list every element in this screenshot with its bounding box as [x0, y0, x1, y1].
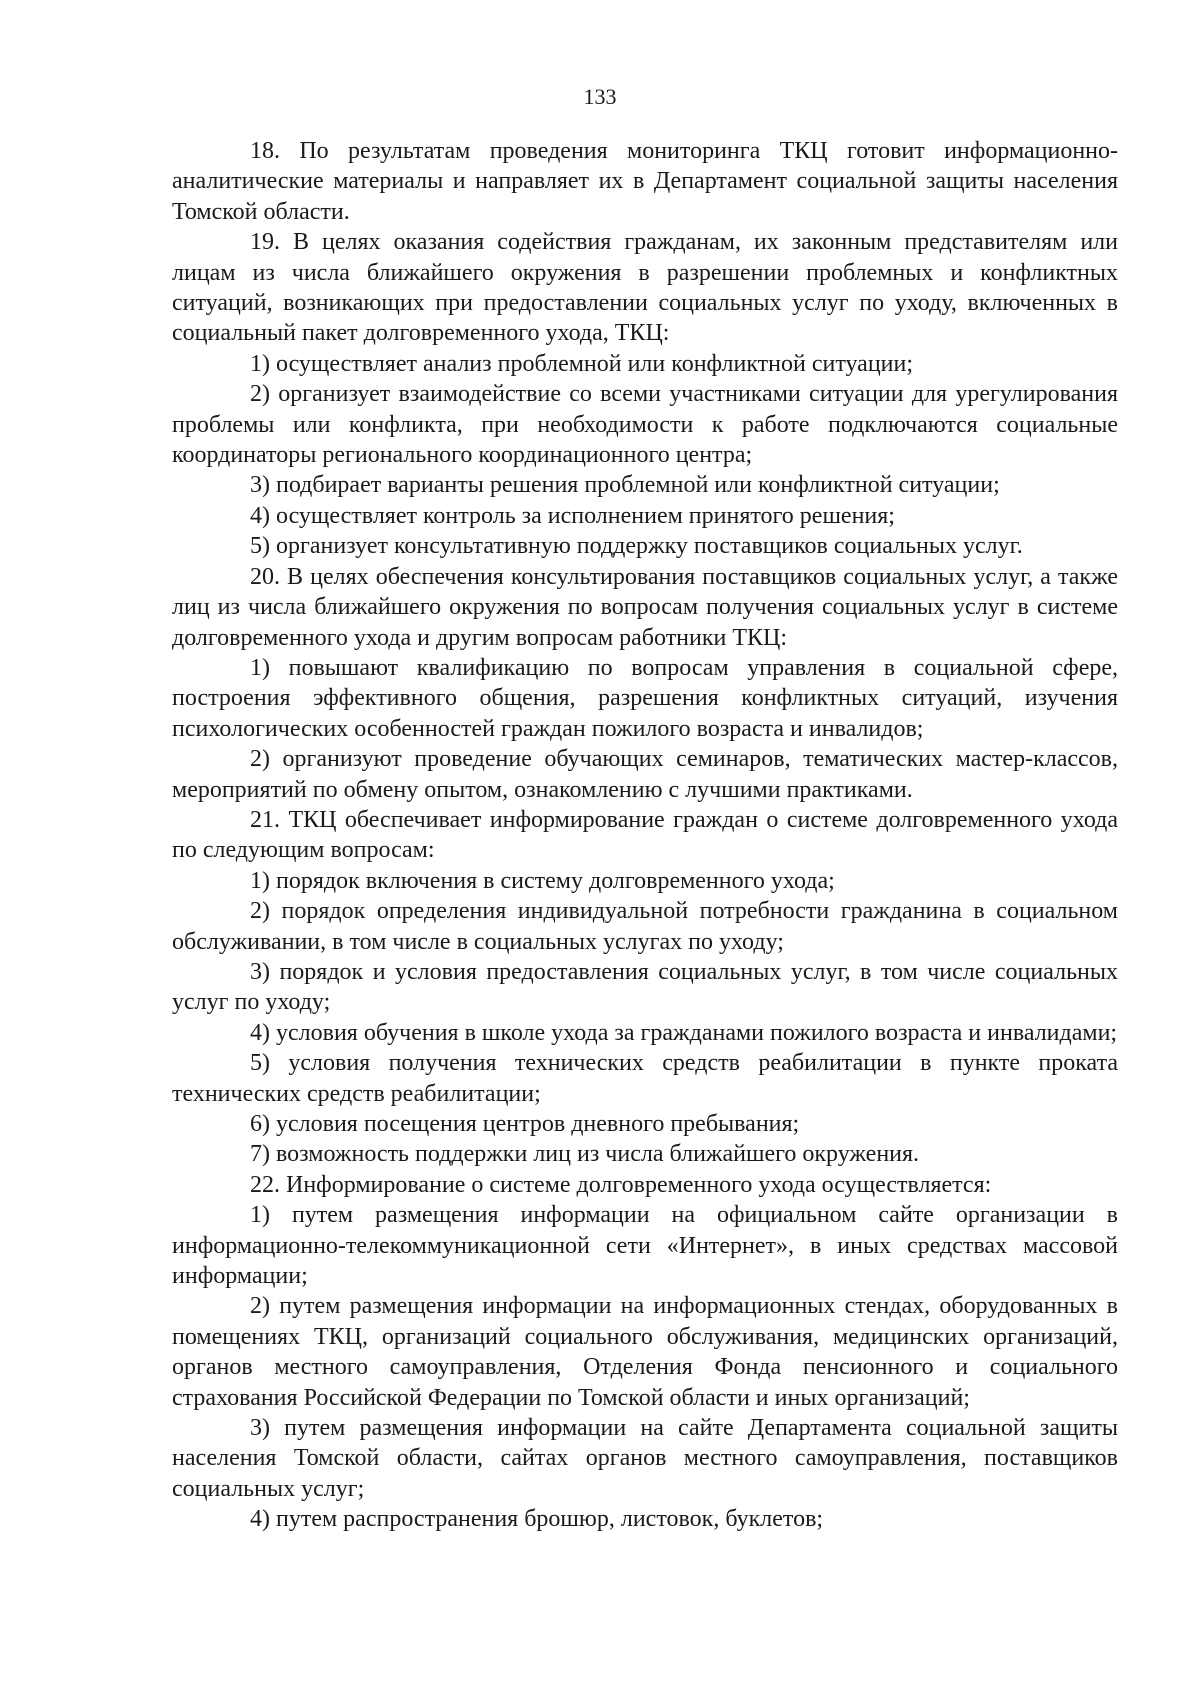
list-item: 3) путем размещения информации на сайте Департамента социальной защиты населения Томской области, сайтах органов местного самоуправления, поставщиков социальных услуг;	[172, 1415, 1118, 1502]
list-item: 2) организуют проведение обучающих семинаров, тематических мастер-классов, мероприятий по обмену опытом, ознакомлению с лучшими практиками.	[172, 746, 1118, 803]
list-item: 6) условия посещения центров дневного пребывания;	[250, 1111, 800, 1137]
page-number: 133	[583, 84, 617, 109]
list-item: 2) организует взаимодействие со всеми участниками ситуации для урегулирования проблемы или конфликта, при необходимости к работе подключаются социальные координаторы регионального координационного центра;	[172, 381, 1118, 469]
list-item: 1) порядок включения в систему долговременного ухода;	[250, 867, 835, 894]
list-item: 2) путем размещения информации на информационных стендах, оборудованных в помещениях ТКЦ, организаций социального обслуживания, медицинских организаций, органов местного самоуправления, Отделения Фонда пенсионного и социального страхования Российской Федерации по Томской области и иных организаций;	[172, 1293, 1118, 1411]
paragraph-19: 19. В целях оказания содействия гражданам, их законным представителям или лицам из числа ближайшего окружения в разрешении проблемных и конфликтных ситуаций, возникающих при предоставлении социальных услуг по уходу, включенных в социальный пакет долговременного ухода, ТКЦ:	[172, 229, 1118, 347]
list-item: 3) подбирает варианты решения проблемной или конфликтной ситуации;	[250, 472, 1000, 499]
list-item: 5) условия получения технических средств реабилитации в пункте проката технических средств реабилитации;	[172, 1050, 1118, 1107]
paragraph-20: 20. В целях обеспечения консультирования поставщиков социальных услуг, а также лиц из числа ближайшего окружения по вопросам получения социальных услуг в системе долговременного ухода и другим вопросам работники ТКЦ:	[172, 563, 1118, 651]
paragraph-18: 18. По результатам проведения мониторинга ТКЦ готовит информационно-аналитические материалы и направляет их в Департамент социальной защиты населения Томской области.	[172, 138, 1118, 225]
list-item: 1) повышают квалификацию по вопросам управления в социальной сфере, построения эффективного общения, разрешения конфликтных ситуаций, изучения психологических особенностей граждан пожилого возраста и инвалидов;	[172, 654, 1118, 742]
list-item: 2) порядок определения индивидуальной потребности гражданина в социальном обслуживании, в том числе в социальных услугах по уходу;	[172, 898, 1118, 955]
paragraph-21: 21. ТКЦ обеспечивает информирование граждан о системе долговременного ухода по следующим вопросам:	[172, 806, 1118, 864]
list-item: 1) осуществляет анализ проблемной или конфликтной ситуации;	[250, 350, 914, 377]
list-item: 4) путем распространения брошюр, листовок, буклетов;	[250, 1506, 824, 1533]
list-item: 4) условия обучения в школе ухода за гражданами пожилого возраста и инвалидами;	[250, 1019, 1118, 1046]
list-item: 5) организует консультативную поддержку поставщиков социальных услуг.	[250, 533, 1023, 560]
list-item: 7) возможность поддержки лиц из числа ближайшего окружения.	[250, 1141, 920, 1168]
document-body	[172, 136, 1118, 1535]
list-item: 4) осуществляет контроль за исполнением принятого решения;	[250, 502, 895, 529]
paragraph-22: 22. Информирование о системе долговременного ухода осуществляется:	[250, 1171, 992, 1198]
list-item: 1) путем размещения информации на официальном сайте организации в информационно-телекоммуникационной сети «Интернет», в иных средствах массовой информации;	[172, 1202, 1118, 1290]
list-item: 3) порядок и условия предоставления социальных услуг, в том числе социальных услуг по уходу;	[172, 958, 1118, 1016]
